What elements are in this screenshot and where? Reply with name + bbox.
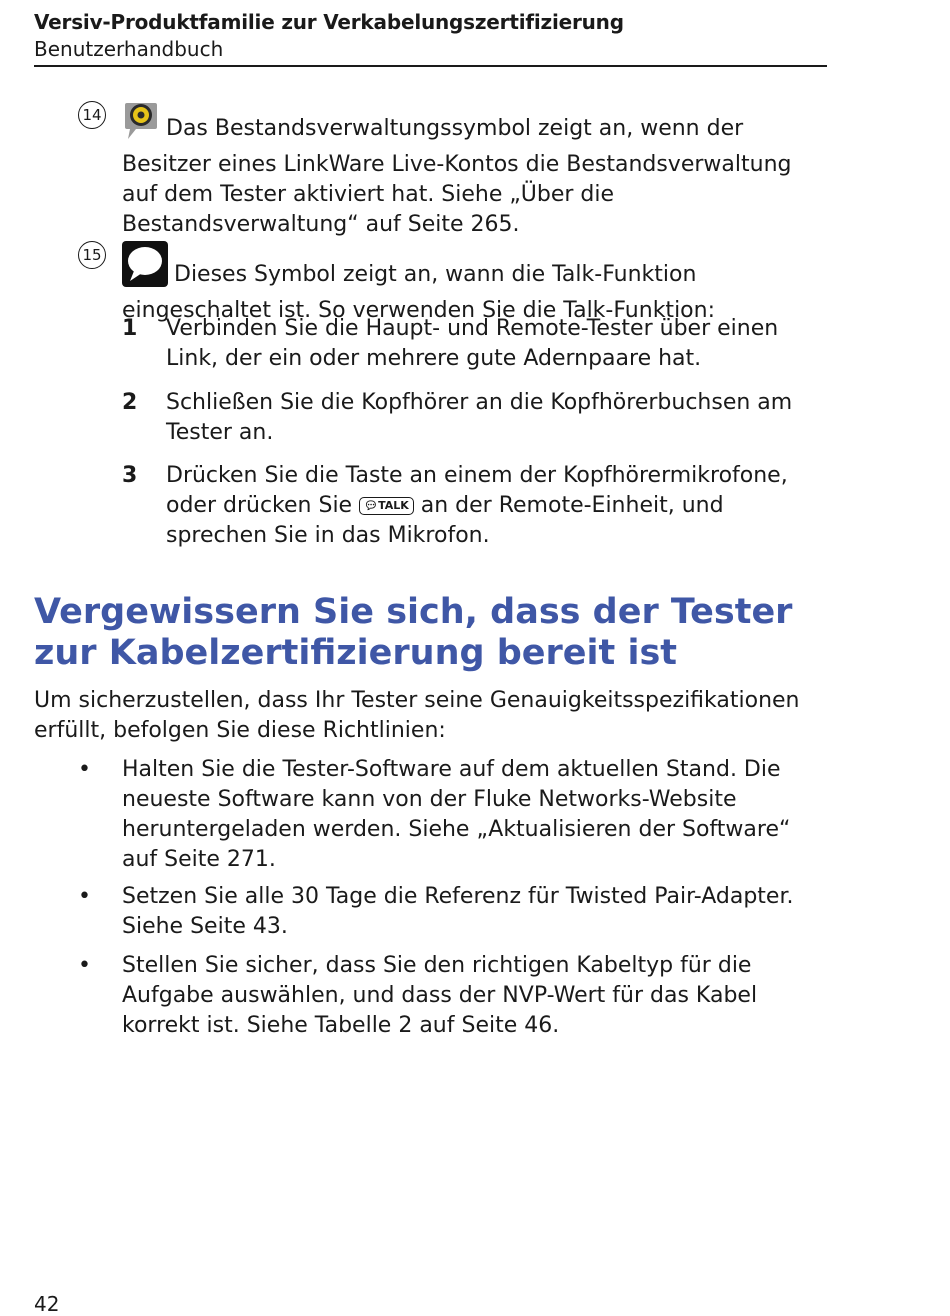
page-number: 42 [34, 1292, 60, 1316]
talk-key [359, 497, 414, 515]
bullet-marker: • [78, 884, 91, 909]
talk-bubble-icon [122, 241, 168, 296]
step-3-text-before: Drücken Sie die Taste an einem der Kopfhörermikrofone, oder drücken Sie [166, 463, 788, 518]
step-3-text [166, 461, 827, 551]
bullet-marker: • [78, 757, 91, 782]
step-number-1: 1 [122, 316, 138, 341]
bullet-item: Setzen Sie alle 30 Tage die Referenz für Twisted Pair-Adapter. Siehe Seite 43. [122, 884, 794, 939]
callout-number-14: 14 [78, 101, 106, 129]
section-intro: Um sicherzustellen, dass Ihr Tester seine Genauigkeitsspezifikationen erfüllt, befolgen Sie diese Richtlinien: [34, 688, 800, 743]
talk-key-label: TALK [378, 499, 409, 512]
step-2-text: Schließen Sie die Kopfhörer an die Kopfhörerbuchsen am Tester an. [166, 390, 793, 445]
running-header-subtitle: Benutzerhandbuch [34, 37, 224, 61]
bullet-marker: • [78, 953, 91, 978]
callout-number-15: 15 [78, 241, 106, 269]
section-heading: Vergewissern Sie sich, dass der Tester zur Kabelzertifizierung bereit ist [34, 592, 793, 673]
bullet-item: Stellen Sie sicher, dass Sie den richtigen Kabeltyp für die Aufgabe auswählen, und dass der NVP-Wert für das Kabel korrekt ist. Siehe Tabelle 2 auf Seite 46. [122, 953, 758, 1038]
running-header-title: Versiv-Produktfamilie zur Verkabelungszertifizierung [34, 10, 624, 34]
callout-15-description: Dieses Symbol zeigt an, wann die Talk-Funktion eingeschaltet ist. So verwenden Sie die Talk-Funktion: [122, 262, 715, 323]
step-number-2: 2 [122, 390, 138, 415]
callout-14-description: Das Bestandsverwaltungssymbol zeigt an, wenn der Besitzer eines LinkWare Live-Kontos die Bestandsverwaltung auf dem Tester aktiviert hat. Siehe „Über die Bestandsverwaltung“ auf Seite 265. [122, 116, 792, 237]
bullet-item: Halten Sie die Tester-Software auf dem aktuellen Stand. Die neueste Software kann von der Fluke Networks-Website heruntergeladen werden. Siehe „Aktualisieren der Software“ auf Seite 271. [122, 757, 791, 872]
callout-14-text [122, 101, 827, 240]
talk-key-bubble-icon: 💬︎ [364, 499, 379, 512]
step-number-3: 3 [122, 463, 138, 488]
asset-management-icon [122, 101, 160, 150]
step-3-text-after: an der Remote-Einheit, und sprechen Sie in das Mikrofon. [166, 493, 724, 548]
header-divider [34, 65, 827, 67]
step-1-text: Verbinden Sie die Haupt- und Remote-Tester über einen Link, der ein oder mehrere gute Adernpaare hat. [166, 316, 779, 371]
